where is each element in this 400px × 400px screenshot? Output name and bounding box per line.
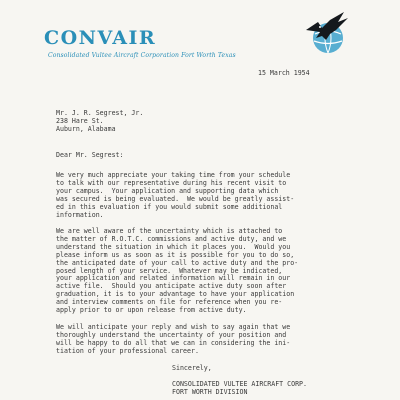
globe-eagle-icon	[300, 8, 352, 58]
body-paragraph-1: We very much appreciate your taking time from your schedule to talk with our representative during his recent visit to your campus. Your application and supporting data which was secured is being evaluated. We would be greatly assist- ed in this evaluation if you would submit some additional information.	[56, 171, 295, 219]
recipient-name: Mr. J. R. Segrest, Jr.	[56, 109, 144, 117]
body-paragraph-2: We are well aware of the uncertainty which is attached to the matter of R.O.T.C. commissions and active duty, and we understand the situation in which it places you. Would you please inform us as soon as it is possible for you to do so, the anticipated date of your call to active duty and the pro- posed length of your service. Whatever may be indicated, your application and related information will remain in our active file. Should you anticipate active duty soon after graduation, it is to your advantage to have your application and interview comments on file for reference when you re- apply prior to or upon release from active duty.	[56, 227, 299, 315]
signature-company: CONSOLIDATED VULTEE AIRCRAFT CORP.	[172, 380, 307, 388]
company-tagline: Consolidated Vultee Aircraft Corporation Fort Worth Texas	[48, 52, 236, 59]
letter-date: 15 March 1954	[258, 69, 310, 77]
recipient-address	[56, 110, 143, 134]
body-paragraph-3: We will anticipate your reply and wish to say again that we thoroughly understand the uncertainty of your position and will be happy to do all that we can in considering the ini- tiation of your professional career.	[56, 323, 291, 355]
company-logo: CONVAIR	[44, 27, 157, 49]
signature-division: FORT WORTH DIVISION	[172, 387, 248, 396]
salutation: Dear Mr. Segrest:	[56, 151, 124, 159]
recipient-street: 238 Hare St.	[56, 116, 104, 125]
signature-block	[172, 381, 307, 397]
recipient-city: Auburn, Alabama	[56, 124, 116, 133]
complimentary-close: Sincerely,	[172, 364, 212, 372]
